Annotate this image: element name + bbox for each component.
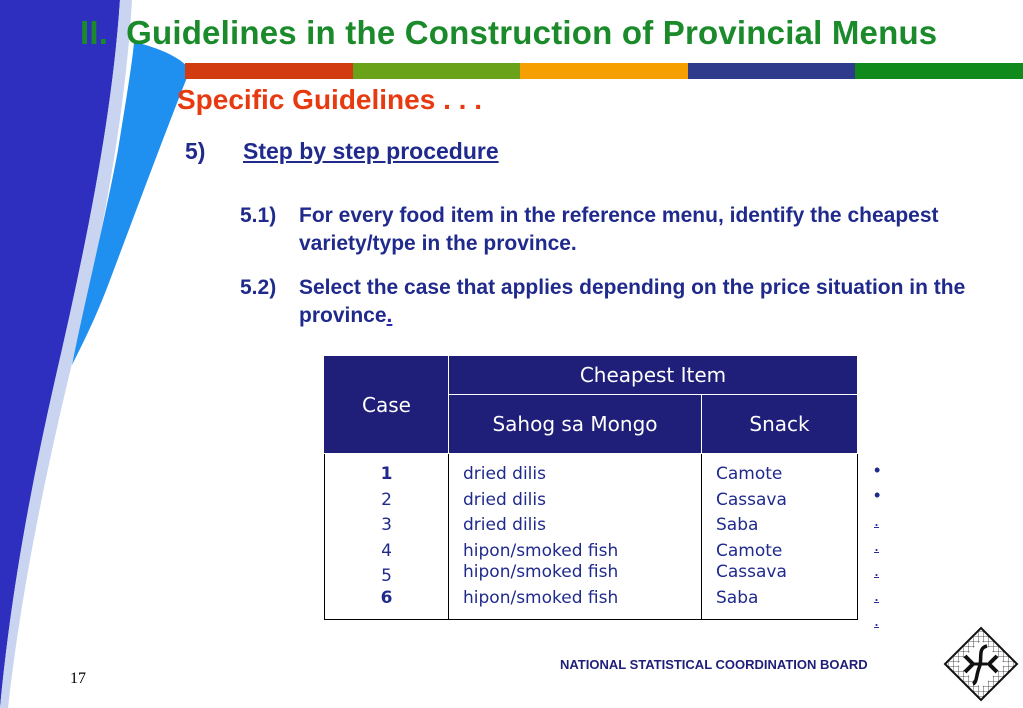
snack-item: Camote [716, 540, 783, 561]
bullet-link[interactable]: . [874, 510, 880, 530]
side-decoration-art [0, 0, 200, 708]
snack-item: Camote [716, 464, 783, 484]
snack-item: Saba [716, 515, 759, 535]
color-bar-segment [185, 63, 353, 79]
bullet: • [874, 460, 881, 480]
sahog-item: dried dilis [463, 515, 546, 535]
slide-subtitle: Specific Guidelines . . . [177, 84, 482, 115]
case-number: 2 [381, 489, 392, 510]
case-number: 4 [381, 540, 392, 561]
case-number: 3 [381, 515, 392, 535]
snack-column [702, 454, 858, 620]
item-number: 5.1) [240, 204, 277, 227]
case-number: 5 [381, 566, 392, 586]
bullet-link[interactable]: . [874, 610, 880, 630]
header-cheapest-item: Cheapest Item [449, 356, 858, 395]
snack-item: Saba [716, 587, 759, 608]
color-bar-segment [520, 63, 688, 79]
header-case: Case [325, 356, 449, 454]
case-number: 6 [380, 587, 393, 608]
bullet-link[interactable]: . [874, 535, 880, 555]
case-column [325, 454, 449, 620]
sahog-item: hipon/smoked fish [463, 587, 619, 608]
table-body-row [325, 454, 858, 620]
step-number: 5) [185, 138, 206, 164]
bullet-link[interactable]: . [874, 560, 880, 580]
sahog-column [449, 454, 702, 620]
step-heading [185, 138, 499, 165]
item-text: For every food item in the reference menu, identify the cheapest variety/type in the province. [299, 204, 939, 255]
snack-item: Cassava [716, 562, 787, 582]
side-bullets [874, 460, 894, 635]
sahog-item: hipon/smoked fish [463, 540, 619, 561]
color-bar-segment [353, 63, 521, 79]
item-link[interactable]: . [386, 304, 393, 327]
bullet-link[interactable]: . [874, 585, 880, 605]
title-number: II. [80, 14, 109, 51]
header-sahog-sa-mongo: Sahog sa Mongo [449, 395, 702, 454]
item-number: 5.2) [240, 276, 277, 299]
sahog-item: dried dilis [463, 489, 546, 510]
step-label: Step by step procedure [243, 138, 499, 164]
sahog-item: hipon/smoked fish [463, 562, 619, 582]
sahog-item: dried dilis [463, 464, 546, 484]
slide-title [80, 14, 937, 52]
bullet: • [874, 485, 881, 505]
snack-item: Cassava [716, 489, 787, 510]
item-text-wrapper [299, 274, 1000, 330]
procedure-item [240, 274, 1000, 330]
nscb-logo-icon [943, 626, 1019, 702]
case-number: 1 [380, 464, 393, 484]
procedure-item [240, 202, 1000, 258]
title-text: Guidelines in the Construction of Provincial Menus [126, 14, 938, 51]
color-bar-segment [688, 63, 856, 79]
header-snack: Snack [702, 395, 858, 454]
page-number: 17 [70, 670, 86, 687]
item-text: Select the case that applies depending on the price situation in the province [299, 276, 966, 327]
color-bar-segment [855, 63, 1023, 79]
color-divider-bar [185, 63, 1023, 79]
cases-table [324, 355, 858, 620]
footer-org-name: NATIONAL STATISTICAL COORDINATION BOARD [560, 657, 868, 672]
